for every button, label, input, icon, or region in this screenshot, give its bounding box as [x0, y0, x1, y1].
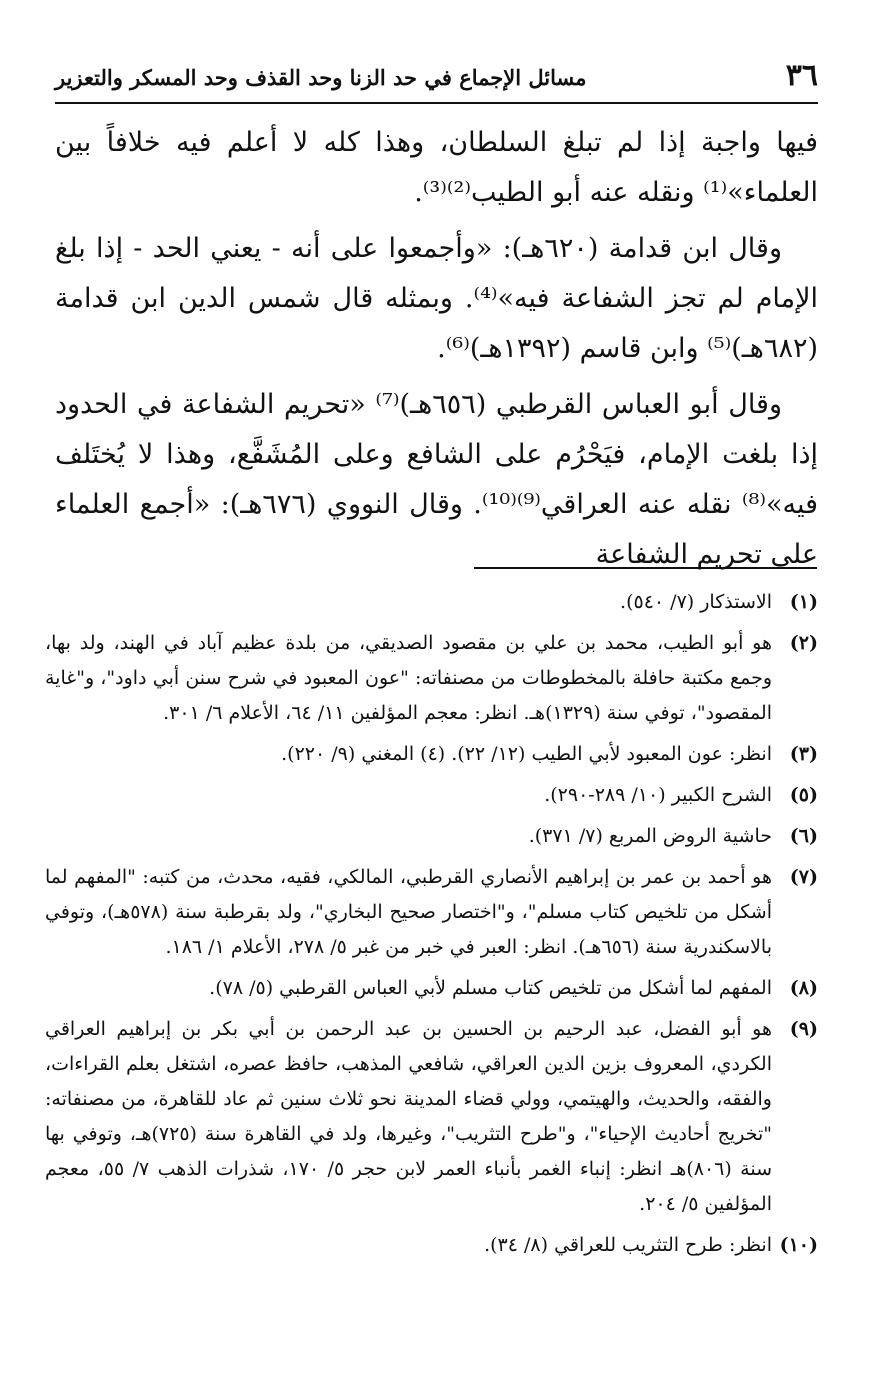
footnote [45, 971, 818, 1006]
footnote [45, 819, 818, 854]
paragraph: فيها واجبة إذا لم تبلغ السلطان، وهذا كله لا أعلم فيه خلافاً بين العلماء»⁽¹⁾ ونقله عنه أبو الطيب⁽²⁾⁽³⁾. [55, 127, 818, 208]
footnote-text: الشرح الكبير (١٠/ ٢٨٩-٢٩٠). [544, 784, 772, 806]
footnote-number: (٦) [789, 825, 818, 847]
footnote-number: (٢) [789, 632, 818, 654]
footnote-number: (٣) [789, 743, 818, 765]
footnote-text: هو أبو الطيب، محمد بن علي بن مقصود الصديقي، من بلدة عظيم آباد في الهند، ولد بها، وجمع مكتبة حافلة بالمخطوطات من مصنفاته: "عون المعبود في شرح سنن أبي داود"، و"غاية المقصود"، توفي سنة (١٣٢٩)هـ. انظر: معجم المؤلفين ١١/ ٦٤، الأعلام ٦/ ٣٠١. [45, 632, 772, 724]
footnote-text: انظر: طرح التثريب للعراقي (٨/ ٣٤). [484, 1234, 772, 1256]
footnote-divider [474, 567, 817, 569]
footnote-text: المفهم لما أشكل من تلخيص كتاب مسلم لأبي العباس القرطبي (٥/ ٧٨). [209, 977, 772, 999]
footnote-text: هو أحمد بن عمر بن إبراهيم الأنصاري القرطبي، المالكي، فقيه، محدث، من كتبه: "المفهم لما أشكل من تلخيص كتاب مسلم"، و"اختصار صحيح البخاري"، ولد بقرطبة سنة (٥٧٨هـ)، وتوفي بالاسكندرية سنة (٦٥٦هـ). انظر: العبر في خبر من غبر ٥/ ٢٧٨، الأعلام ١/ ١٨٦. [45, 866, 773, 958]
page-header [55, 56, 818, 104]
footnote-text: هو أبو الفضل، عبد الرحيم بن الحسين بن عبد الرحمن بن أبي بكر بن إبراهيم العراقي الكردي، المعروف بزين الدين العراقي، شافعي المذهب، حافظ عصره، اشتغل بعلم القراءات، والفقه، والحديث، والهيتمي، وولي قضاء المدينة نحو ثلاث سنين ثم عاد للقاهرة، من مصنفاته: "تخريج أحاديث الإحياء"، و"طرح التثريب"، وغيرها، ولد في القاهرة سنة (٧٢٥)هـ، وتوفي بها سنة (٨٠٦)هـ انظر: إنباء الغمر بأنباء العمر لابن حجر ٥/ ١٧٠، شذرات الذهب ٧/ ٥٥، معجم المؤلفين ٥/ ٢٠٤. [45, 1018, 773, 1215]
footnote [45, 1012, 818, 1222]
footnote-number: (٧) [789, 866, 818, 888]
main-text [55, 118, 818, 580]
footnote [45, 860, 818, 965]
footnote-text: حاشية الروض المربع (٧/ ٣٧١). [528, 825, 772, 847]
footnote-number: (٩) [789, 1018, 818, 1040]
footnote [45, 626, 818, 731]
footnotes [45, 585, 818, 1275]
footnote-number: (٨) [789, 977, 818, 999]
footnote-number: (١٠) [779, 1234, 818, 1256]
paragraph: وقال أبو العباس القرطبي (٦٥٦هـ)⁽⁷⁾ «تحريم الشفاعة في الحدود إذا بلغت الإمام، فيَحْرُم على الشافع وعلى المُشَفَّع، وهذا لا يُختَلف فيه»⁽⁸⁾ نقله عنه العراقي⁽⁹⁾⁽¹⁰⁾. وقال النووي (٦٧٦هـ): «أجمع العلماء على تحريم الشفاعة [55, 389, 819, 570]
footnote [45, 1228, 818, 1263]
footnote [45, 737, 818, 772]
page-number: ٣٦ [785, 58, 818, 93]
footnote-text: الاستذكار (٧/ ٥٤٠). [620, 591, 772, 613]
footnote [45, 585, 818, 620]
footnote [45, 778, 818, 813]
running-title: مسائل الإجماع في حد الزنا وحد القذف وحد المسكر والتعزير [55, 65, 587, 90]
footnote-number: (١) [789, 591, 818, 613]
footnote-number: (٥) [789, 784, 818, 806]
footnote-text: انظر: عون المعبود لأبي الطيب (١٢/ ٢٢). (٤) المغني (٩/ ٢٢٠). [281, 743, 772, 765]
paragraph: وقال ابن قدامة (٦٢٠هـ): «وأجمعوا على أنه - يعني الحد - إذا بلغ الإمام لم تجز الشفاعة فيه»⁽⁴⁾. وبمثله قال شمس الدين ابن قدامة (٦٨٢هـ)⁽⁵⁾ وابن قاسم (١٣٩٢هـ)⁽⁶⁾. [55, 233, 818, 364]
